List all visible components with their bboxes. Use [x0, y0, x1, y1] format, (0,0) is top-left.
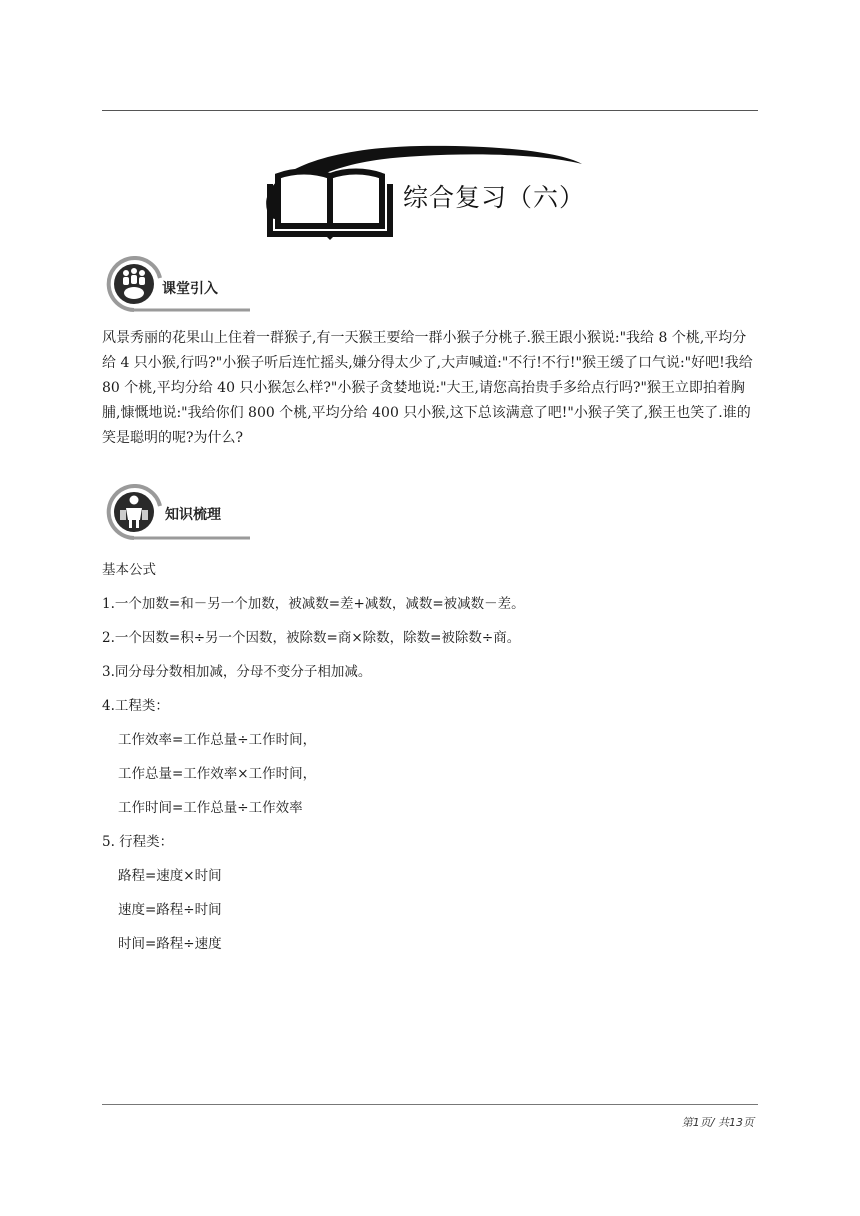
formula-line: 工作时间=工作总量÷工作效率	[118, 800, 303, 816]
open-book-icon	[270, 172, 390, 241]
footer-rule	[102, 1104, 758, 1105]
formula-line: 2.一个因数=积÷另一个因数，被除数=商×除数，除数=被除数÷商。	[102, 630, 521, 646]
formula-line: 工作总量=工作效率×工作时间，	[118, 766, 317, 782]
formula-line: 速度=路程÷时间	[118, 902, 222, 918]
formula-subtitle: 基本公式	[102, 562, 156, 578]
crowd-icon	[123, 268, 145, 299]
formula-line: 工作效率=工作总量÷工作时间，	[118, 732, 317, 748]
formula-line: 5. 行程类：	[102, 834, 174, 850]
section-heading-intro: 课堂引入	[162, 281, 218, 297]
formula-line: 时间=路程÷速度	[118, 936, 222, 952]
page-number: 第1页/ 共13页	[681, 1116, 754, 1129]
formula-line: 4.工程类：	[102, 698, 169, 714]
formula-line: 路程=速度×时间	[118, 868, 222, 884]
header-rule	[102, 110, 758, 111]
formula-line: 1.一个加数=和－另一个加数，被减数=差+减数，减数=被减数－差。	[102, 596, 525, 612]
story-paragraph: 风景秀丽的花果山上住着一群猴子,有一天猴王要给一群小猴子分桃子.猴王跟小猴说:"我给 8 个桃,平均分给 4 只小猴,行吗?"小猴子听后连忙摇头,嫌分得太少了,大声喊道:"不行!不行!"猴王缓了口气说:"好吧!我给 80 个桃,平均分给 40 只小猴怎么样?"小猴子贪婪地说:"大王,请您高抬贵手多给点行吗?"猴王立即拍着胸脯,慷慨地说:"我给你们 800 个桃,平均分给 400 只小猴,这下总该满意了吧!"小猴子笑了,猴王也笑了.谁的笑是聪明的呢?为什么?	[102, 330, 753, 446]
formula-line: 3.同分母分数相加减，分母不变分子相加减。	[102, 664, 372, 680]
section-heading-knowledge: 知识梳理	[165, 507, 221, 523]
page-title: 综合复习（六）	[403, 183, 586, 212]
